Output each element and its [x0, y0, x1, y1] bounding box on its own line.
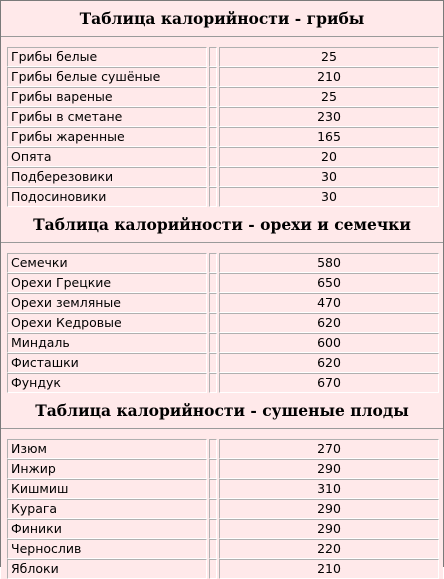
spacer-cell — [209, 373, 217, 393]
spacer-cell — [209, 87, 217, 107]
table-row — [1, 273, 443, 293]
spacer-cell — [209, 459, 217, 479]
calorie-value: 210 — [219, 559, 439, 579]
table-nuts-seeds — [1, 253, 443, 393]
spacer-cell — [209, 313, 217, 333]
food-name: Грибы белые — [7, 47, 207, 67]
table-row — [1, 47, 443, 67]
spacer-cell — [209, 127, 217, 147]
spacer-cell — [209, 353, 217, 373]
spacer-cell — [209, 333, 217, 353]
table-row — [1, 373, 443, 393]
food-name: Изюм — [7, 439, 207, 459]
food-name: Фундук — [7, 373, 207, 393]
food-name: Яблоки — [7, 559, 207, 579]
food-name: Грибы жаренные — [7, 127, 207, 147]
spacer-cell — [209, 187, 217, 207]
food-name: Орехи Грецкие — [7, 273, 207, 293]
table-row — [1, 293, 443, 313]
calorie-value: 620 — [219, 313, 439, 333]
food-name: Семечки — [7, 253, 207, 273]
food-name: Чернослив — [7, 539, 207, 559]
table-row — [1, 459, 443, 479]
spacer-cell — [209, 147, 217, 167]
calorie-value: 670 — [219, 373, 439, 393]
table-row — [1, 67, 443, 87]
table-row — [1, 87, 443, 107]
table-row — [1, 439, 443, 459]
table-row — [1, 519, 443, 539]
food-name: Грибы белые сушёные — [7, 67, 207, 87]
table-row — [1, 167, 443, 187]
table-mushrooms — [1, 47, 443, 207]
calorie-value: 310 — [219, 479, 439, 499]
calorie-value: 470 — [219, 293, 439, 313]
spacer-cell — [209, 253, 217, 273]
food-name: Кишмиш — [7, 479, 207, 499]
food-name: Курага — [7, 499, 207, 519]
food-name: Миндаль — [7, 333, 207, 353]
calorie-value: 25 — [219, 87, 439, 107]
table-row — [1, 353, 443, 373]
spacer-cell — [209, 439, 217, 459]
calorie-value: 650 — [219, 273, 439, 293]
food-name: Финики — [7, 519, 207, 539]
food-name: Орехи Кедровые — [7, 313, 207, 333]
section-title: Таблица калорийности - грибы — [1, 1, 443, 37]
calorie-value: 580 — [219, 253, 439, 273]
food-name: Фисташки — [7, 353, 207, 373]
calorie-value: 290 — [219, 519, 439, 539]
section-title: Таблица калорийности - сушеные плоды — [1, 393, 443, 429]
spacer-cell — [209, 273, 217, 293]
calorie-value: 220 — [219, 539, 439, 559]
calorie-value: 20 — [219, 147, 439, 167]
spacer-cell — [209, 167, 217, 187]
calorie-value: 620 — [219, 353, 439, 373]
table-row — [1, 479, 443, 499]
food-name: Грибы вареные — [7, 87, 207, 107]
spacer-cell — [209, 479, 217, 499]
table-row — [1, 147, 443, 167]
calorie-value: 30 — [219, 167, 439, 187]
food-name: Инжир — [7, 459, 207, 479]
table-row — [1, 559, 443, 579]
section-nuts-seeds — [1, 207, 443, 393]
calorie-value: 30 — [219, 187, 439, 207]
section-title: Таблица калорийности - орехи и семечки — [1, 207, 443, 243]
calorie-value: 25 — [219, 47, 439, 67]
table-row — [1, 333, 443, 353]
food-name: Грибы в сметане — [7, 107, 207, 127]
section-dried-fruits — [1, 393, 443, 579]
table-row — [1, 313, 443, 333]
table-row — [1, 187, 443, 207]
food-name: Подосиновики — [7, 187, 207, 207]
spacer-cell — [209, 47, 217, 67]
spacer-cell — [209, 519, 217, 539]
calorie-value: 165 — [219, 127, 439, 147]
table-row — [1, 499, 443, 519]
spacer-cell — [209, 107, 217, 127]
spacer-cell — [209, 499, 217, 519]
spacer-cell — [209, 539, 217, 559]
calorie-value: 290 — [219, 499, 439, 519]
food-name: Орехи земляные — [7, 293, 207, 313]
calorie-value: 230 — [219, 107, 439, 127]
food-name: Опята — [7, 147, 207, 167]
table-row — [1, 107, 443, 127]
food-name: Подберезовики — [7, 167, 207, 187]
table-dried-fruits — [1, 439, 443, 579]
spacer-cell — [209, 293, 217, 313]
calorie-value: 270 — [219, 439, 439, 459]
table-row — [1, 539, 443, 559]
spacer-cell — [209, 67, 217, 87]
calorie-value: 210 — [219, 67, 439, 87]
table-row — [1, 253, 443, 273]
calorie-value: 290 — [219, 459, 439, 479]
spacer-cell — [209, 559, 217, 579]
section-mushrooms — [1, 1, 443, 207]
table-row — [1, 127, 443, 147]
calorie-value: 600 — [219, 333, 439, 353]
